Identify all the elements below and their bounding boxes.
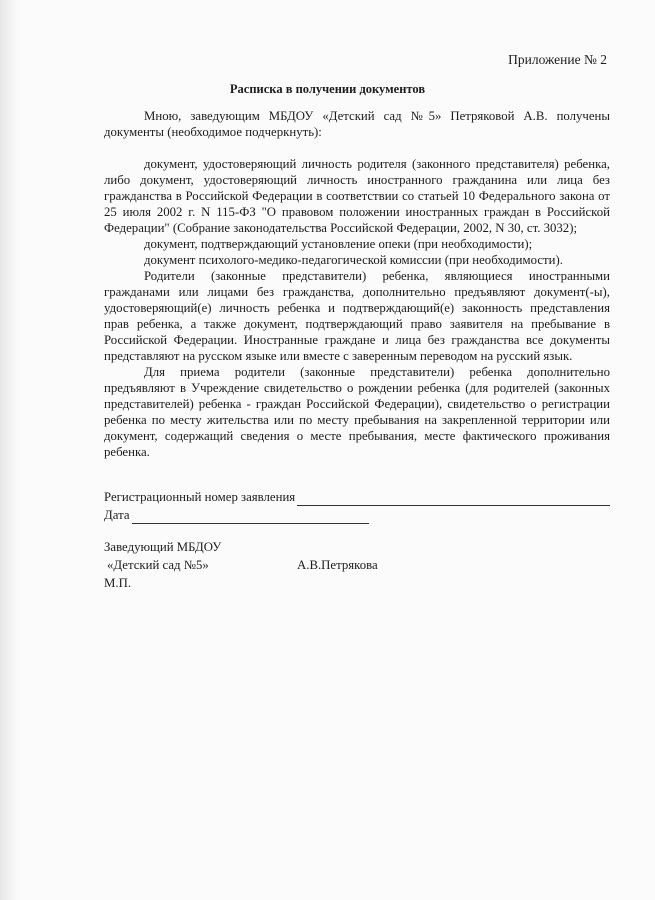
registration-number-line xyxy=(297,491,610,506)
document-item-commission: документ психолого-медико-педагогической комиссии (при необходимости). xyxy=(144,253,563,267)
document-item-guardianship: документ, подтверждающий установление опеки (при необходимости); xyxy=(144,237,533,251)
head-org-name-row xyxy=(104,556,610,574)
foreign-citizens-paragraph: Родители (законные представители) ребенка, являющиеся иностранными гражданами или лицами без гражданства, дополнительно предъявляют документ(-ы), удостоверяющий(е) личность ребенка и подтверждающий(е) законность представления прав ребенка, а также документ, подтверждающий право заявителя на пребывание в Российской Федерации. Иностранные граждане и лица без гражданства все документы представляют на русском языке или вместе с заверенным переводом на русский язык. xyxy=(104,269,610,363)
registration-number-row xyxy=(104,488,610,506)
head-signature xyxy=(104,538,610,592)
org-name: «Детский сад №5» xyxy=(107,558,209,572)
document-title: Расписка в получении документов xyxy=(229,82,426,96)
intro-paragraph: Мною, заведующим МБДОУ «Детский сад №5» Петряковой А.В. получены документы (необходимое подчеркнуть): xyxy=(104,109,610,139)
document-item-identity: документ, удостоверяющий личность родителя (законного представителя) ребенка, либо документ, удостоверяющий личность иностранного гражданина или лица без гражданства в Российской Федерации в соответствии со статьей 10 Федерального закона от 25 июля 2002 г. N 115-ФЗ "О правовом положении иностранных граждан в Российской Федерации" (Собрание законодательства Российской Федерации, 2002, N 30, ст. 3032); xyxy=(104,157,610,235)
date-row xyxy=(104,506,610,524)
scan-edge-shadow xyxy=(0,0,18,900)
date-line xyxy=(132,509,369,524)
appendix-label: Приложение № 2 xyxy=(508,52,607,67)
stamp-label: М.П. xyxy=(104,576,132,590)
admission-paragraph: Для приема родители (законные представители) ребенка дополнительно предъявляют в Учреждение свидетельство о рождении ребенка (для родителей (законных представителей) ребенка - граждан Российской Федерации), свидетельство о регистрации ребенка по месту жительства или по месту пребывания на закрепленной территории или документ, содержащий сведения о месте пребывания, месте фактического проживания ребенка. xyxy=(104,365,610,459)
paragraph-gap xyxy=(104,140,610,156)
date-label: Дата xyxy=(104,508,130,522)
head-name: А.В.Петрякова xyxy=(297,558,378,572)
registration-number-label: Регистрационный номер заявления xyxy=(104,490,296,504)
head-title: Заведующий МБДОУ xyxy=(104,540,222,554)
signature-block xyxy=(104,488,610,592)
document-body xyxy=(104,108,610,460)
